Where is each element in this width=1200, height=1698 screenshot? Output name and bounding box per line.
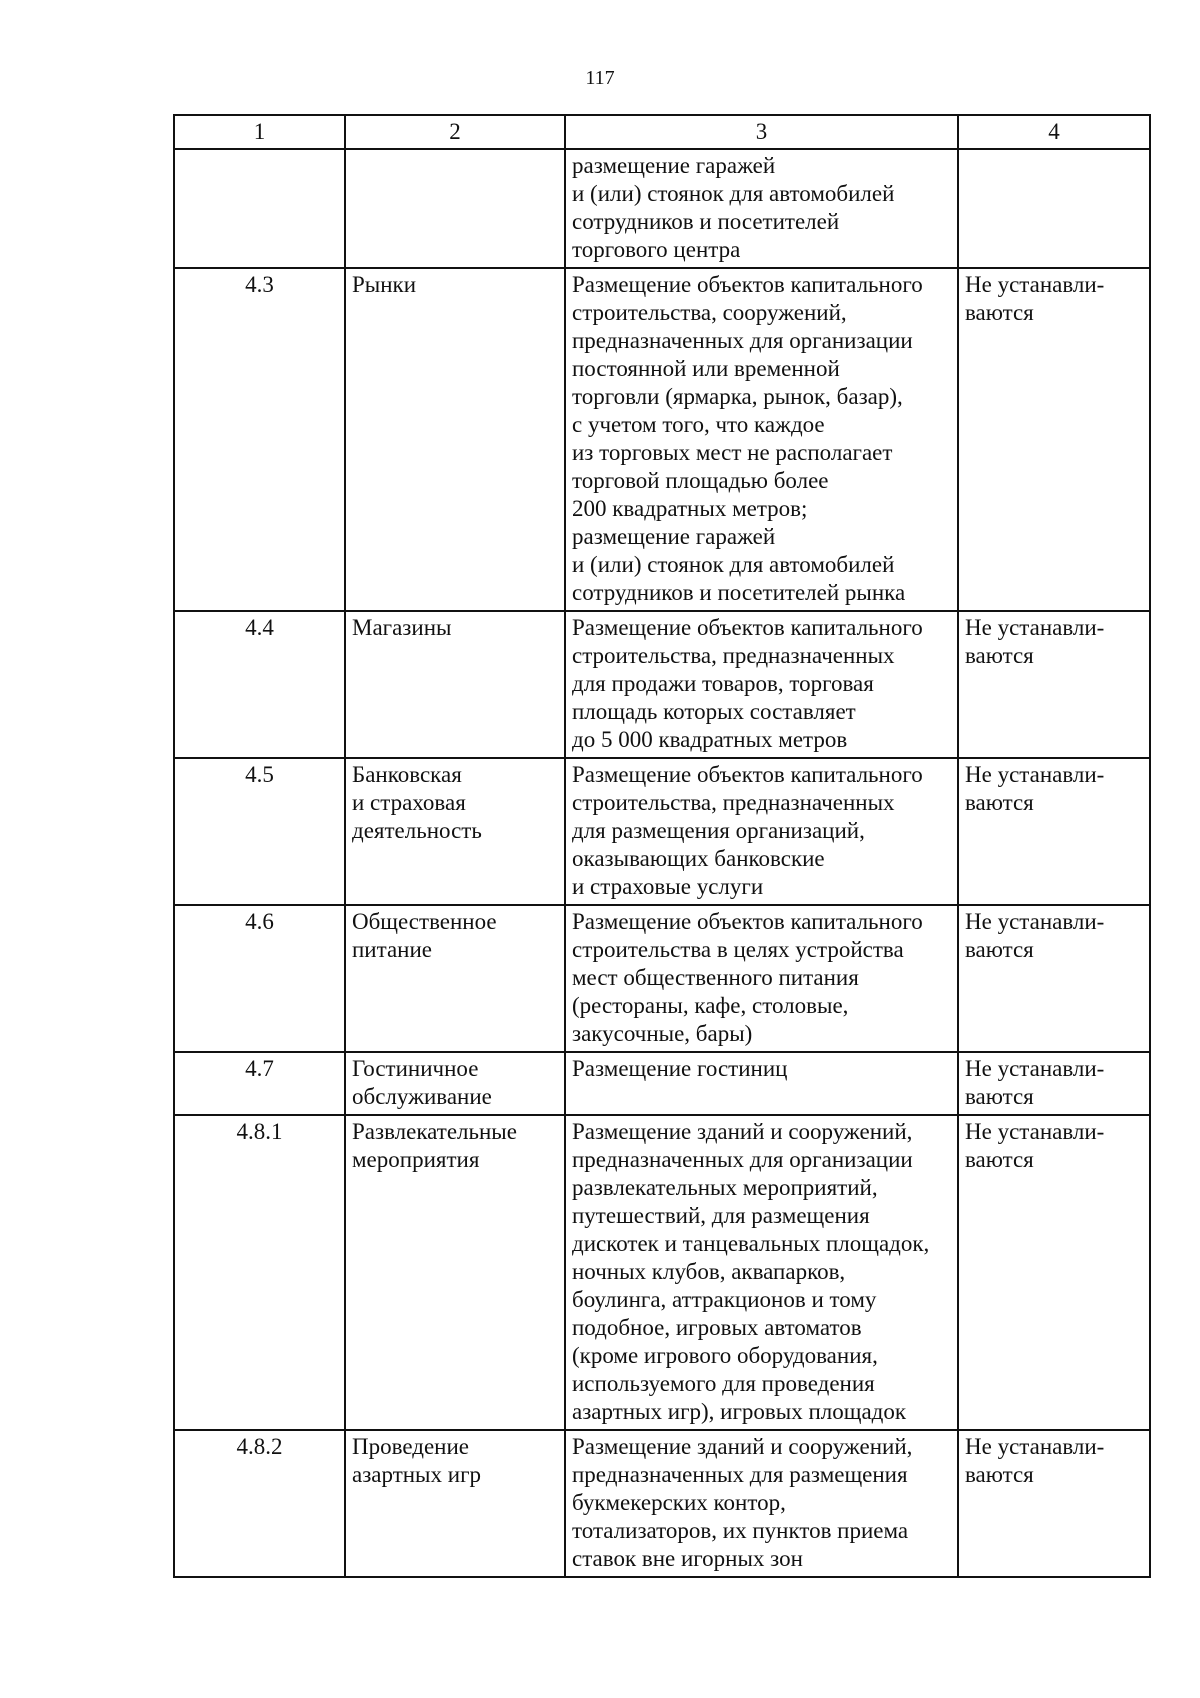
row-description: размещение гаражей и (или) стоянок для автомобилей сотрудников и посетителей торгового центра — [565, 149, 958, 268]
row-description: Размещение объектов капитального строительства, предназначенных для размещения организаций, оказывающих банковские и страховые услуги — [565, 758, 958, 905]
row-limits: Не устанавли- ваются — [958, 611, 1150, 758]
row-code: 4.8.2 — [174, 1430, 345, 1577]
row-name — [345, 149, 565, 268]
row-name: Рынки — [345, 268, 565, 611]
header-cell-2: 2 — [345, 115, 565, 149]
header-cell-4: 4 — [958, 115, 1150, 149]
row-description: Размещение объектов капитального строительства в целях устройства мест общественного питания (рестораны, кафе, столовые, закусочные, бары) — [565, 905, 958, 1052]
table-row — [174, 268, 1150, 611]
row-code: 4.6 — [174, 905, 345, 1052]
row-name: Общественное питание — [345, 905, 565, 1052]
page-number: 117 — [585, 67, 615, 89]
row-description: Размещение зданий и сооружений, предназначенных для организации развлекательных мероприятий, путешествий, для размещения дискотек и танцевальных площадок, ночных клубов, аквапарков, боулинга, аттракционов и тому подобное, игровых автоматов (кроме игрового оборудования, используемого для проведения азартных игр), игровых площадок — [565, 1115, 958, 1430]
row-limits — [958, 149, 1150, 268]
table-row — [174, 1115, 1150, 1430]
row-code: 4.5 — [174, 758, 345, 905]
row-description: Размещение гостиниц — [565, 1052, 958, 1115]
row-limits: Не устанавли- ваются — [958, 268, 1150, 611]
row-name: Развлекательные мероприятия — [345, 1115, 565, 1430]
row-code — [174, 149, 345, 268]
header-cell-3: 3 — [565, 115, 958, 149]
table-row — [174, 611, 1150, 758]
row-code: 4.4 — [174, 611, 345, 758]
row-limits: Не устанавли- ваются — [958, 905, 1150, 1052]
row-limits: Не устанавли- ваются — [958, 1430, 1150, 1577]
row-description: Размещение объектов капитального строительства, сооружений, предназначенных для организации постоянной или временной торговли (ярмарка, рынок, базар), с учетом того, что каждое из торговых мест не располагает торговой площадью более 200 квадратных метров; размещение гаражей и (или) стоянок для автомобилей сотрудников и посетителей рынка — [565, 268, 958, 611]
row-name: Магазины — [345, 611, 565, 758]
row-code: 4.7 — [174, 1052, 345, 1115]
row-limits: Не устанавли- ваются — [958, 1052, 1150, 1115]
table-header-row — [174, 115, 1150, 149]
row-description: Размещение зданий и сооружений, предназначенных для размещения букмекерских контор, тотализаторов, их пунктов приема ставок вне игорных зон — [565, 1430, 958, 1577]
table-row — [174, 149, 1150, 268]
table-row — [174, 1430, 1150, 1577]
row-limits: Не устанавли- ваются — [958, 1115, 1150, 1430]
row-code: 4.3 — [174, 268, 345, 611]
table-row — [174, 1052, 1150, 1115]
table-row — [174, 758, 1150, 905]
land-use-table — [173, 114, 1151, 1578]
row-code: 4.8.1 — [174, 1115, 345, 1430]
header-cell-1: 1 — [174, 115, 345, 149]
row-description: Размещение объектов капитального строительства, предназначенных для продажи товаров, торговая площадь которых составляет до 5 000 квадратных метров — [565, 611, 958, 758]
row-limits: Не устанавли- ваются — [958, 758, 1150, 905]
table-row — [174, 905, 1150, 1052]
row-name: Банковская и страховая деятельность — [345, 758, 565, 905]
row-name: Гостиничное обслуживание — [345, 1052, 565, 1115]
row-name: Проведение азартных игр — [345, 1430, 565, 1577]
